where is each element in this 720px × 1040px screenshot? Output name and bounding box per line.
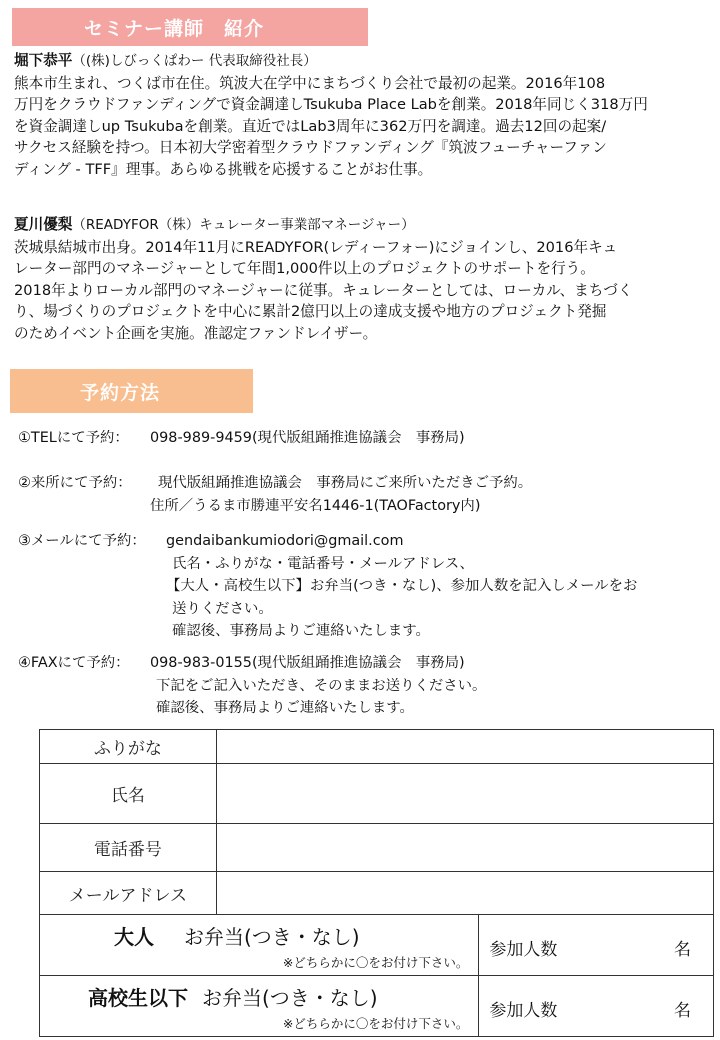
- speaker-name: 堀下恭平: [14, 52, 73, 69]
- speaker-bio-line: ディング - TFF』理事。あらゆる挑戦を応援することがお仕事。: [14, 160, 433, 178]
- student-count-cell[interactable]: [479, 976, 714, 1037]
- speaker-affiliation: （READYFOR（株）キュレーター事業部マネージャー）: [72, 217, 415, 233]
- reservation-detail: 現代版組踊推進協議会 事務局にご来所いただきご予約。: [158, 475, 533, 491]
- student-bento-choice: お弁当(つき・なし): [202, 986, 378, 1010]
- student-circle-note: ※どちらかに〇をお付け下さい。: [282, 1016, 469, 1031]
- email-input-cell[interactable]: [216, 872, 713, 915]
- form-label-email: メールアドレス: [40, 872, 217, 915]
- speaker-bio-line: 2018年よりローカル部門のマネージャーに従事。キュレーターとしては、ローカル、まちづく: [14, 281, 633, 299]
- reservation-section-banner: 予約方法: [10, 369, 253, 413]
- speaker-name: 夏川優梨: [14, 216, 73, 233]
- reservation-method-label: ②来所にて予約：: [18, 475, 132, 491]
- speaker-bio-line: を資金調達しup Tsukubaを創業。直近ではLab3周年に362万円を調達。過去12回の起案/: [14, 117, 607, 135]
- speaker-bio-line: り、場づくりのプロジェクトを中心に累計2億円以上の達成支援や地方のプロジェクト発掘: [14, 303, 607, 320]
- reservation-detail: 送りください。: [172, 600, 273, 617]
- speaker-heading: [14, 214, 714, 237]
- reservation-detail: 確認後、事務局よりご連絡いたします。: [156, 700, 414, 716]
- student-count-unit: 名: [674, 1001, 691, 1021]
- adult-category-label: 大人: [114, 925, 154, 949]
- reservation-method-label: ①TELにて予約：: [18, 430, 129, 446]
- form-label-furigana: ふりがな: [40, 730, 217, 764]
- reservation-email: gendaibankumiodori@gmail.com: [166, 533, 404, 549]
- phone-input-cell[interactable]: [216, 824, 713, 872]
- speaker-bio-line: 万円をクラウドファンディングで資金調達しTsukuba Place Labを創業。2018年同じく318万円: [14, 96, 648, 113]
- adult-bento-choice: お弁当(つき・なし): [184, 925, 360, 949]
- form-label-phone: 電話番号: [40, 824, 217, 872]
- reservation-detail: 098-983-0155(現代版組踊推進協議会 事務局): [150, 655, 465, 671]
- reservation-method-label: ④FAXにて予約：: [18, 655, 130, 671]
- speakers-section-banner: セミナー講師 紹介: [12, 8, 368, 46]
- reservation-detail: 氏名・ふりがな・電話番号・メールアドレス、: [172, 555, 474, 572]
- speaker-bio-line: 茨城県結城市出身。2014年11月にREADYFOR(レディーフォー)にジョインし、2016年キュ: [14, 238, 618, 256]
- name-input-cell[interactable]: [216, 764, 713, 824]
- reservation-method-label: ③メールにて予約：: [18, 533, 146, 549]
- speaker-bio-line: レーター部門のマネージャーとして年間1,000件以上のプロジェクトのサポートを行う。: [14, 260, 595, 277]
- adult-count-label: 参加人数: [489, 940, 558, 960]
- adult-bento-cell[interactable]: [40, 915, 479, 976]
- student-category-label: 高校生以下: [88, 986, 188, 1010]
- reservation-detail: 098-989-9459(現代版組踊推進協議会 事務局): [150, 430, 465, 446]
- adult-count-unit: 名: [674, 940, 691, 960]
- application-form: [39, 729, 714, 1037]
- reservation-address: 住所／うるま市勝連平安名1446-1(TAOFactory内): [150, 497, 481, 514]
- speaker-profile-natsukawa: [14, 214, 714, 344]
- speaker-profile-horishita: [14, 50, 714, 180]
- furigana-input-cell[interactable]: [216, 730, 713, 764]
- reservation-detail: 【大人・高校生以下】お弁当(つき・なし)、参加人数を記入しメールをお: [166, 578, 638, 594]
- speaker-bio-line: サクセス経験を持つ。日本初大学密着型クラウドファンディング『筑波フューチャーファン: [14, 139, 607, 156]
- student-count-label: 参加人数: [489, 1001, 558, 1021]
- adult-count-cell[interactable]: [479, 915, 714, 976]
- speaker-bio-line: 熊本市生まれ、つくば市在住。筑波大在学中にまちづくり会社で最初の起業。2016年108: [14, 74, 606, 92]
- speaker-heading: [14, 50, 714, 73]
- form-label-name: 氏名: [40, 764, 217, 824]
- speaker-affiliation: （(株)しびっくぱわー 代表取締役社長）: [72, 53, 317, 69]
- reservation-detail: 下記をご記入いただき、そのままお送りください。: [156, 677, 487, 694]
- adult-circle-note: ※どちらかに〇をお付け下さい。: [282, 955, 469, 970]
- speaker-bio-line: のためイベント企画を実施。准認定ファンドレイザー。: [14, 324, 378, 342]
- reservation-detail: 確認後、事務局よりご連絡いたします。: [172, 623, 430, 639]
- student-bento-cell[interactable]: [40, 976, 479, 1037]
